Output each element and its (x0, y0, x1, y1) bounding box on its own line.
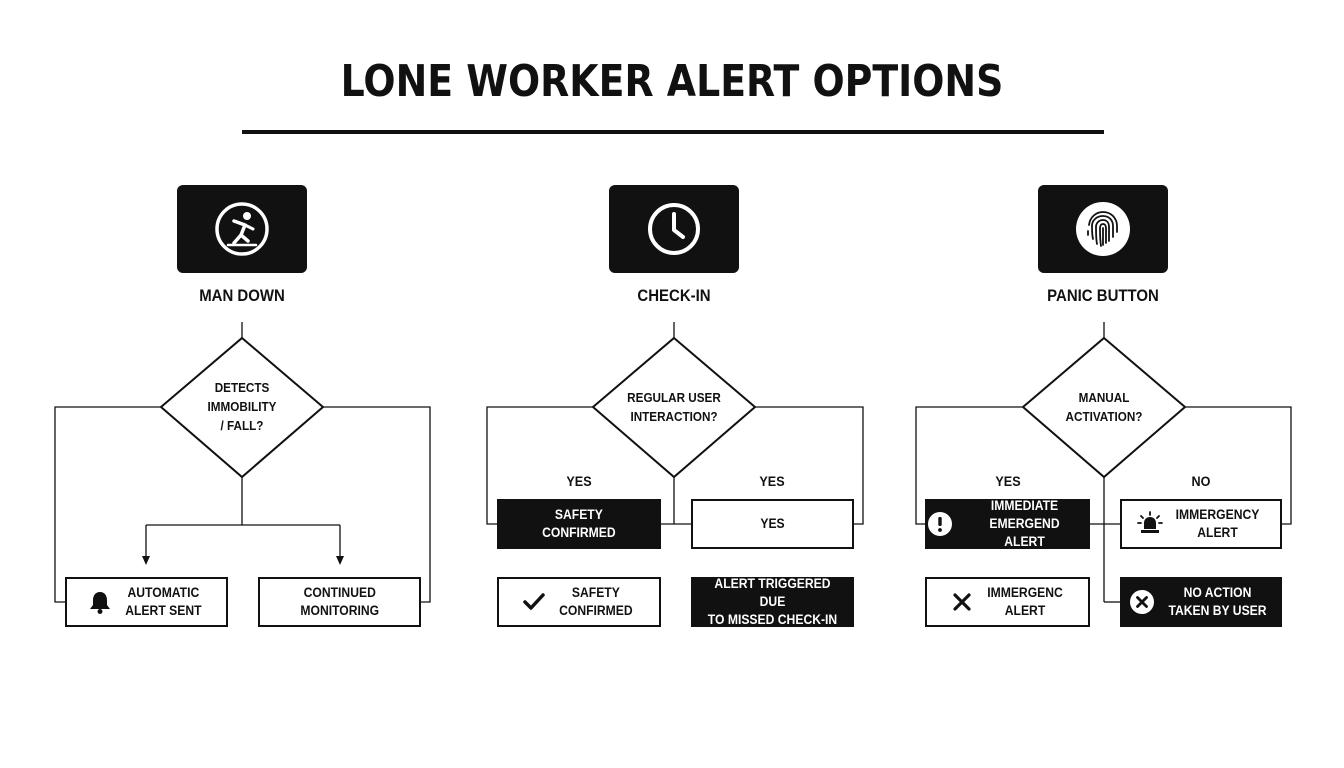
check-icon (521, 589, 547, 615)
branch-label-right-panic-button: NO (1191, 473, 1211, 489)
fingerprint-icon (1073, 199, 1133, 259)
clock-icon (644, 199, 704, 259)
immergenc-alert-box: IMMERGENC ALERT (925, 577, 1090, 627)
man-down-tile (177, 185, 307, 273)
branch-label-left-panic-button: YES (995, 473, 1021, 489)
x-circle-icon (1129, 589, 1155, 615)
exclamation-icon (927, 511, 953, 537)
column-label-panic-button: PANIC BUTTON (1047, 286, 1159, 305)
decision-text-check-in: REGULAR USER INTERACTION? (627, 390, 721, 424)
automatic-alert-sent-box: AUTOMATIC ALERT SENT (65, 577, 228, 627)
column-label-check-in: CHECK-IN (637, 286, 711, 305)
decision-text-panic-button: MANUAL ACTIVATION? (1065, 390, 1143, 424)
safety-confirmed-box-dark: SAFETY CONFIRMED (497, 499, 661, 549)
x-icon (949, 589, 975, 615)
page-title: LONE WORKER ALERT OPTIONS (340, 56, 1004, 107)
siren-icon (1137, 511, 1163, 537)
title-underline (242, 130, 1104, 134)
bell-icon (87, 589, 113, 615)
column-label-man-down: MAN DOWN (199, 286, 285, 305)
branch-label-right-check-in: YES (759, 473, 785, 489)
immediate-emergency-alert-box: IMMEDIATE EMERGEND ALERT (925, 499, 1090, 549)
check-in-tile (609, 185, 739, 273)
alert-triggered-box: ALERT TRIGGERED DUE TO MISSED CHECK-IN (691, 577, 854, 627)
fall-person-icon (212, 199, 272, 259)
arrowhead (142, 556, 150, 565)
decision-text-man-down: DETECTS IMMOBILITY / FALL? (207, 380, 277, 433)
no-action-taken-box: NO ACTION TAKEN BY USER (1120, 577, 1282, 627)
continued-monitoring-box: CONTINUED MONITORING (258, 577, 421, 627)
panic-button-tile (1038, 185, 1168, 273)
safety-confirmed-box: SAFETY CONFIRMED (497, 577, 661, 627)
immergency-alert-box: IMMERGENCY ALERT (1120, 499, 1282, 549)
yes-box: YES (691, 499, 854, 549)
arrowhead (336, 556, 344, 565)
branch-label-left-check-in: YES (566, 473, 592, 489)
